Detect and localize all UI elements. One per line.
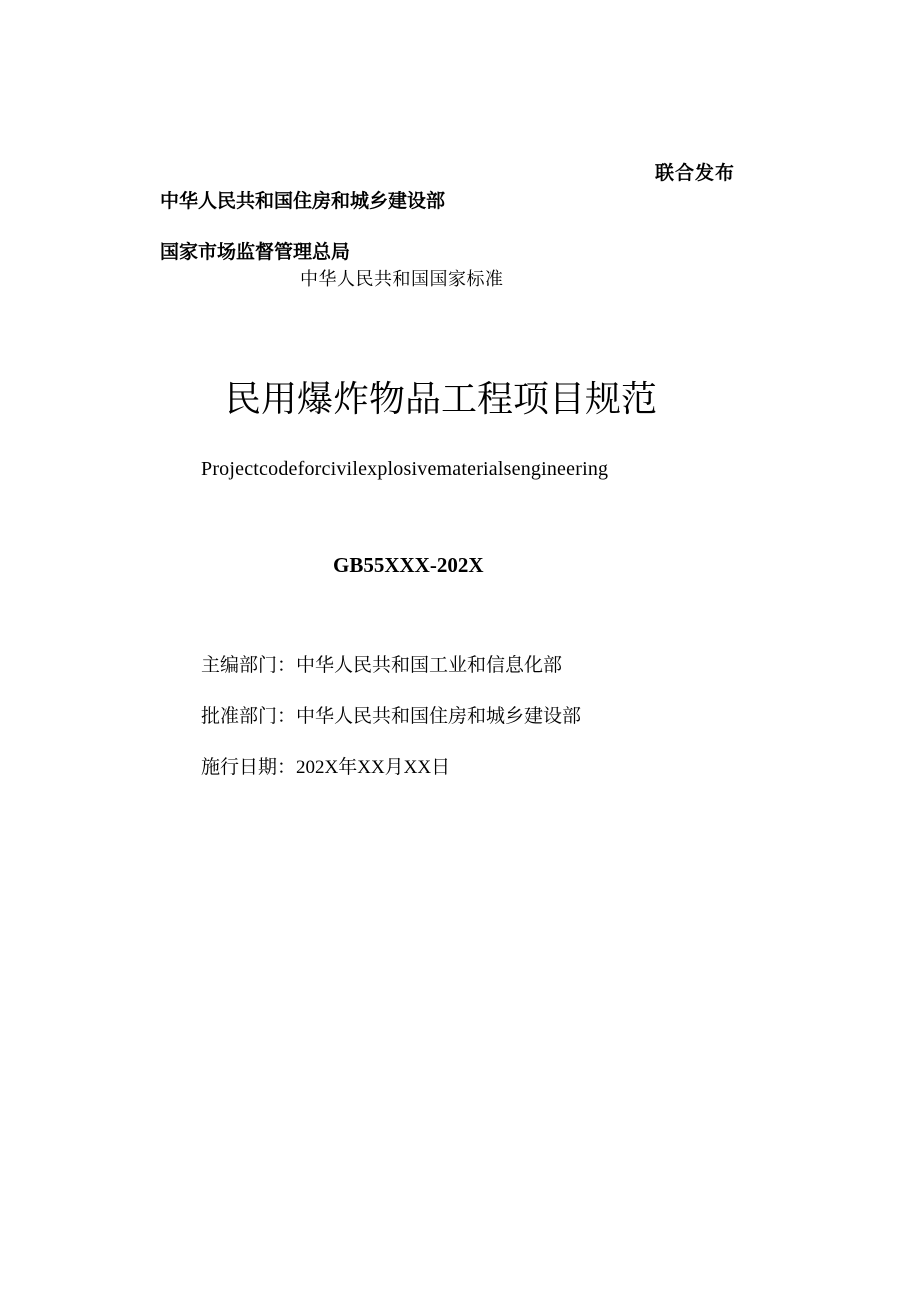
- meta-value: 中华人民共和国住房和城乡建设部: [296, 705, 582, 727]
- joint-release-label: 联合发布: [655, 162, 736, 184]
- meta-row-effective-date: [201, 752, 450, 779]
- meta-value: 202X年XX月XX日: [296, 757, 451, 778]
- document-title-chinese: 民用爆炸物品工程项目规范: [225, 379, 658, 420]
- document-title-english: Projectcodeforcivilexplosivematerialsengineering: [201, 458, 609, 480]
- meta-row-approving-dept: [201, 701, 581, 728]
- issuer-ministry-housing: 中华人民共和国住房和城乡建设部: [160, 190, 446, 212]
- meta-label: 施行日期：: [201, 756, 297, 778]
- standard-number: GB55XXX-202X: [333, 553, 484, 577]
- standard-category: 中华人民共和国国家标准: [300, 269, 504, 290]
- meta-label: 批准部门：: [201, 705, 297, 727]
- issuer-market-regulation: 国家市场监督管理总局: [160, 241, 351, 263]
- meta-value: 中华人民共和国工业和信息化部: [296, 654, 563, 676]
- meta-row-chief-editor: [201, 650, 562, 677]
- meta-label: 主编部门：: [201, 654, 297, 676]
